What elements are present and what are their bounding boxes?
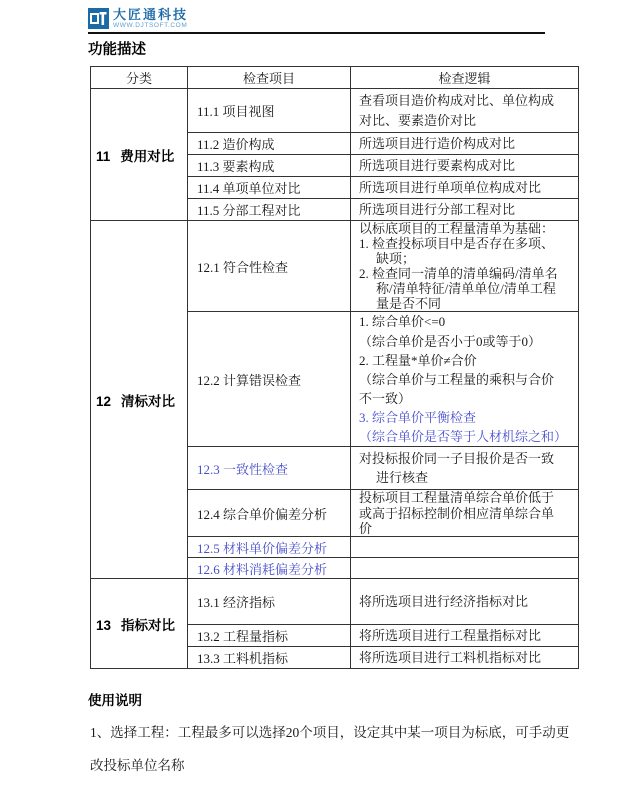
brand-website: WWW.DJTSOFT.COM bbox=[113, 22, 188, 29]
item-cell: 11.2 造价构成 bbox=[188, 133, 351, 155]
brand-logo bbox=[88, 8, 545, 30]
logic-line-link[interactable]: （综合单价是否等于人材机综之和） bbox=[359, 429, 568, 445]
logic-cell bbox=[351, 447, 579, 490]
brand-text bbox=[113, 8, 188, 30]
header-divider bbox=[88, 32, 545, 34]
item-cell: 13.3 工料机指标 bbox=[188, 647, 351, 669]
item-cell-link[interactable]: 12.6 材料消耗偏差分析 bbox=[188, 558, 351, 579]
category-cell-13 bbox=[91, 579, 188, 669]
category-cell-12 bbox=[91, 221, 188, 579]
item-cell: 12.1 符合性检查 bbox=[188, 221, 351, 312]
djt-logo-icon bbox=[88, 8, 109, 29]
logic-line: 2. 工程量*单价≠合价 bbox=[359, 352, 477, 368]
item-cell: 11.4 单项单位对比 bbox=[188, 177, 351, 199]
category-name: 清标对比 bbox=[121, 393, 176, 409]
logic-line: （综合单价是否小于0或等于0） bbox=[359, 333, 542, 349]
table-row-13-1 bbox=[91, 579, 579, 625]
item-cell: 13.1 经济指标 bbox=[188, 579, 351, 625]
col-header-category: 分类 bbox=[91, 67, 188, 89]
brand-name: 大匠通科技 bbox=[113, 7, 189, 22]
logic-line-link[interactable]: 3. 综合单价平衡检查 bbox=[359, 410, 477, 426]
item-cell: 11.3 要素构成 bbox=[188, 155, 351, 177]
logic-cell: 所选项目进行造价构成对比 bbox=[351, 133, 579, 155]
category-number: 11 bbox=[96, 148, 111, 164]
item-cell: 11.5 分部工程对比 bbox=[188, 199, 351, 221]
document-header bbox=[88, 8, 545, 34]
logic-cell bbox=[351, 558, 579, 579]
logic-line: 以标底项目的工程量清单为基础： bbox=[359, 221, 555, 236]
category-name: 指标对比 bbox=[121, 617, 176, 633]
category-name: 费用对比 bbox=[120, 148, 175, 164]
logic-cell: 投标项目工程量清单综合单价低于或高于招标控制价相应清单综合单价 bbox=[351, 490, 579, 537]
usage-paragraph: 1、选择工程：工程最多可以选择20个项目，设定其中某一项目为标底，可手动更改投标单位名称 bbox=[90, 725, 570, 773]
col-header-logic: 检查逻辑 bbox=[351, 67, 579, 89]
category-cell-11 bbox=[91, 89, 188, 221]
logic-cell: 将所选项目进行工程量指标对比 bbox=[351, 625, 579, 647]
logic-line: （综合单价与工程量的乘积与合价不一致） bbox=[359, 371, 555, 406]
item-cell: 12.4 综合单价偏差分析 bbox=[188, 490, 351, 537]
logic-cell bbox=[351, 537, 579, 558]
logic-cell bbox=[351, 312, 579, 447]
logic-cell bbox=[351, 221, 579, 312]
section-title-function: 功能描述 bbox=[88, 42, 146, 58]
col-header-item: 检查项目 bbox=[188, 67, 351, 89]
item-cell-link[interactable]: 12.3 一致性检查 bbox=[188, 447, 351, 490]
table-header-row bbox=[91, 67, 579, 89]
logic-cell: 所选项目进行单项单位构成对比 bbox=[351, 177, 579, 199]
section-title-usage: 使用说明 bbox=[88, 693, 142, 708]
feature-table bbox=[90, 66, 579, 669]
category-number: 13 bbox=[96, 617, 112, 633]
logic-line: 1. 综合单价<=0 bbox=[359, 314, 446, 330]
item-cell: 11.1 项目视图 bbox=[188, 89, 351, 133]
item-cell-link[interactable]: 12.5 材料单价偏差分析 bbox=[188, 537, 351, 558]
item-cell: 13.2 工程量指标 bbox=[188, 625, 351, 647]
category-number: 12 bbox=[96, 393, 112, 409]
logic-line: 1. 检查投标项目中是否存在多项、缺项； bbox=[359, 236, 555, 267]
logic-cell: 查看项目造价构成对比、单位构成对比、要素造价对比 bbox=[351, 89, 579, 133]
logic-line: 对投标报价同一子目报价是否一致进行核查 bbox=[359, 450, 555, 486]
table-row-11-1 bbox=[91, 89, 579, 133]
table-row-12-1 bbox=[91, 221, 579, 312]
logic-cell: 将所选项目进行经济指标对比 bbox=[351, 579, 579, 625]
logic-line: 2. 检查同一清单的清单编码/清单名称/清单特征/清单单位/清单工程量是否不同 bbox=[359, 266, 558, 312]
logic-cell: 所选项目进行要素构成对比 bbox=[351, 155, 579, 177]
logic-cell: 将所选项目进行工料机指标对比 bbox=[351, 647, 579, 669]
logic-cell: 所选项目进行分部工程对比 bbox=[351, 199, 579, 221]
item-cell: 12.2 计算错误检查 bbox=[188, 312, 351, 447]
